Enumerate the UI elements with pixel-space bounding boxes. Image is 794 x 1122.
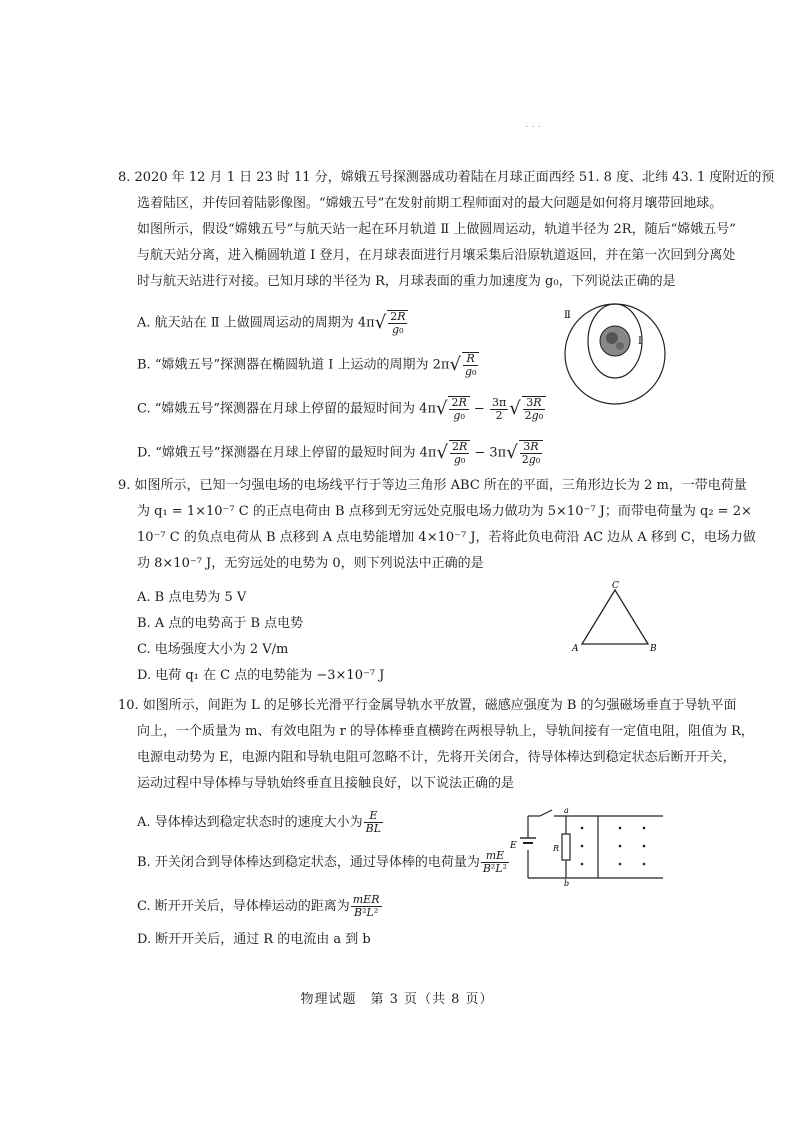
q10-line-2: 向上，一个质量为 m、有效电阻为 r 的导体棒垂直横跨在两根导轨上，导轨间接有一定值电阻，阻值为 R，	[137, 724, 754, 739]
q8-option-d-text: D. “嫦娥五号”探测器在月球上停留的最短时间为 4π	[137, 445, 437, 461]
q10-option-b-text: B. 开关闭合到导体棒达到稳定状态，通过导体棒的电荷量为	[137, 855, 480, 870]
q9-line-1: 9. 如图所示，已知一匀强电场的电场线平行于等边三角形 ABC 所在的平面，三角形边长为 2 m，一带电荷量	[118, 478, 747, 493]
q10-label-e: E	[510, 841, 517, 851]
q8-option-b: B. “嫦娥五号”探测器在椭圆轨道 Ⅰ 上运动的周期为 2π√ $\frac{R}{\text{g₀}}$	[137, 352, 479, 378]
page-footer: 物理试题 第 3 页（共 8 页）	[300, 992, 494, 1007]
q9-triangle-figure	[570, 580, 660, 654]
q9-option-c: C. 电场强度大小为 2 V/m	[137, 642, 289, 657]
q8-orbit-label-ii: Ⅱ	[564, 310, 571, 321]
q10-line-1: 10. 如图所示，间距为 L 的足够长光滑平行金属导轨水平放置，磁感应强度为 B 的匀强磁场垂直于导轨平面	[118, 698, 737, 713]
q9-label-b: B	[650, 644, 657, 654]
q8-orbit-figure	[560, 298, 670, 410]
q9-option-a: A. B 点电势为 5 V	[137, 590, 247, 605]
q10-option-b: B. 开关闭合到导体棒达到稳定状态，通过导体棒的电荷量为 $\frac{mE}{\text{B²L²}}$	[137, 849, 508, 875]
q8-line-5: 时与航天站进行对接。已知月球的半径为 R，月球表面的重力加速度为 g₀，下列说法正确的是	[137, 274, 676, 289]
q10-option-c: C. 断开开关后，导体棒运动的距离为 $\frac{\text{mER}}{\text{B²L²}}$	[137, 893, 380, 919]
q10-circuit-figure	[508, 806, 668, 886]
q8-option-a-text: A. 航天站在 Ⅱ 上做圆周运动的周期为 4π	[137, 315, 375, 331]
q10-label-r: R	[553, 844, 560, 853]
q10-label-a: a	[564, 806, 569, 815]
q9-line-2: 为 q₁ = 1×10⁻⁷ C 的正点电荷由 B 点移到无穷远处克服电场力做功为 5×10⁻⁷ J；而带电荷量为 q₂ = 2×	[137, 504, 752, 519]
q9-line-4: 功 8×10⁻⁷ J，无穷远处的电势为 0，则下列说法中正确的是	[137, 556, 484, 571]
q9-label-a: A	[572, 644, 579, 654]
q8-option-a: A. 航天站在 Ⅱ 上做圆周运动的周期为 4π√ $\frac{2R}{\text{g₀}}$	[137, 310, 408, 336]
q9-option-d: D. 电荷 q₁ 在 C 点的电势能为 −3×10⁻⁷ J	[137, 668, 385, 683]
q8-option-c: C. “嫦娥五号”探测器在月球上停留的最短时间为 4π√ $\frac{2R}{\text{g₀}}$ − $\frac{3\pi}{2}$ √ $\frac{3R}{\text{2g₀}}$	[137, 396, 546, 422]
q9-option-b: B. A 点的电势高于 B 点电势	[137, 616, 304, 631]
q8-orbit-label-i: Ⅰ	[638, 336, 642, 347]
q8-option-d: D. “嫦娥五号”探测器在月球上停留的最短时间为 4π√ $\frac{2R}{\text{g₀}}$ − 3π√ $\frac{3R}{\text{2g₀}}$	[137, 440, 543, 466]
q8-line-3: 如图所示，假设“嫦娥五号”与航天站一起在环月轨道 Ⅱ 上做圆周运动，轨道半径为 2R，随后“嫦娥五号”	[137, 222, 736, 237]
q8-line-2: 选着陆区，并传回着陆影像图。“嫦娥五号”在发射前期工程师面对的最大问题是如何将月壤带回地球。	[137, 196, 723, 211]
q10-option-c-text: C. 断开开关后，导体棒运动的距离为	[137, 899, 350, 914]
q8-line-4: 与航天站分离，进入椭圆轨道 Ⅰ 登月，在月球表面进行月壤采集后沿原轨道返回，并在第一次回到分离处	[137, 248, 736, 263]
q10-option-d: D. 断开开关后，通过 R 的电流由 a 到 b	[137, 932, 371, 947]
q10-option-a-text: A. 导体棒达到稳定状态时的速度大小为	[137, 815, 363, 830]
q10-line-4: 运动过程中导体棒与导轨始终垂直且接触良好，以下说法正确的是	[137, 776, 515, 791]
q8-option-b-text: B. “嫦娥五号”探测器在椭圆轨道 Ⅰ 上运动的周期为 2π	[137, 357, 450, 373]
q9-line-3: 10⁻⁷ C 的负点电荷从 B 点移到 A 点电势能增加 4×10⁻⁷ J，若将此负电荷沿 AC 边从 A 移到 C，电场力做	[137, 530, 756, 545]
q9-label-c: C	[612, 581, 619, 591]
q10-line-3: 电源电动势为 E，电源内阻和导轨电阻可忽略不计，先将开关闭合，待导体棒达到稳定状态后断开开关，	[137, 750, 736, 765]
q8-option-c-text: C. “嫦娥五号”探测器在月球上停留的最短时间为 4π	[137, 401, 436, 417]
q10-label-b: b	[564, 879, 570, 886]
q10-option-a: A. 导体棒达到稳定状态时的速度大小为 $\frac{E}{BL}$	[137, 809, 382, 835]
scan-mark: · · ·	[525, 122, 541, 133]
q8-line-1: 8. 2020 年 12 月 1 日 23 时 11 分，嫦娥五号探测器成功着陆在月球正面西经 51. 8 度、北纬 43. 1 度附近的预	[118, 170, 775, 185]
